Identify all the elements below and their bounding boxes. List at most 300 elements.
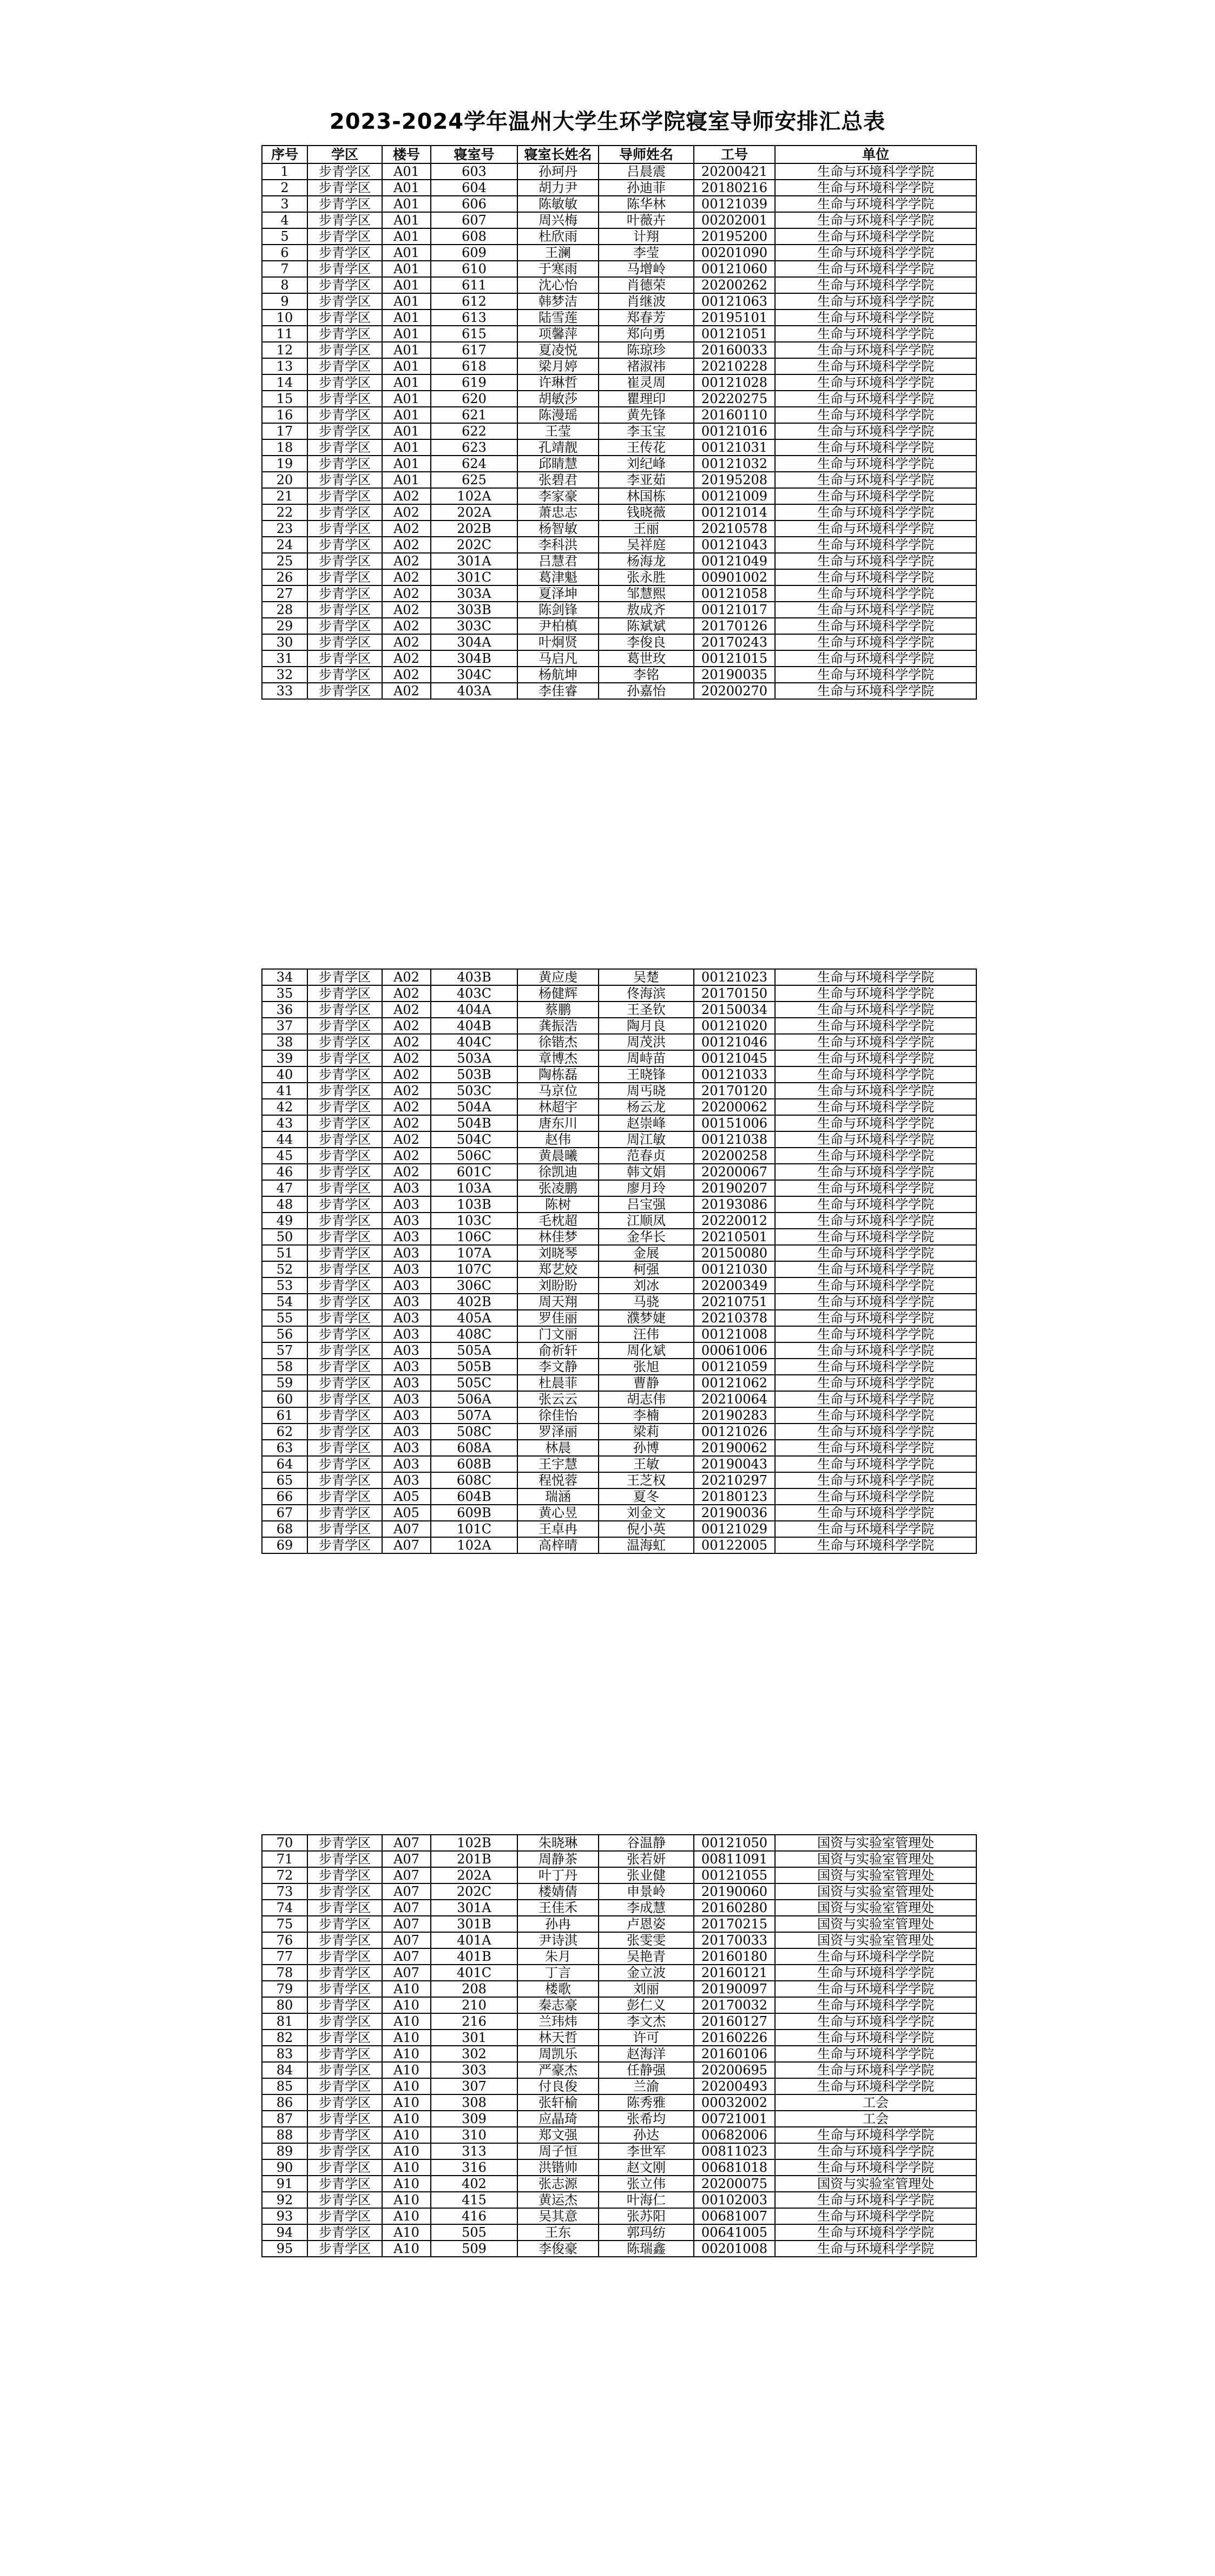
cell-index: 8 — [262, 277, 307, 293]
cell-staff-id: 00121043 — [694, 537, 775, 553]
cell-building: A01 — [382, 245, 431, 261]
cell-unit: 生命与环境科学学院 — [775, 2078, 976, 2094]
cell-index: 33 — [262, 683, 307, 699]
table-row — [262, 2208, 976, 2224]
cell-building: A02 — [382, 683, 431, 699]
cell-tutor: 谷温静 — [599, 1835, 694, 1851]
cell-tutor: 倪小英 — [599, 1521, 694, 1537]
cell-tutor: 濮梦婕 — [599, 1310, 694, 1326]
cell-index: 6 — [262, 245, 307, 261]
table-row — [262, 472, 976, 488]
cell-tutor: 卢恩姿 — [599, 1916, 694, 1932]
cell-campus: 步青学区 — [307, 569, 382, 585]
cell-building: A10 — [382, 2094, 431, 2111]
cell-index: 48 — [262, 1196, 307, 1213]
cell-tutor: 孙迪菲 — [599, 180, 694, 196]
cell-staff-id: 20190062 — [694, 1440, 775, 1456]
cell-room-leader: 楼歌 — [517, 1981, 599, 1997]
cell-room: 608B — [431, 1456, 517, 1472]
cell-room: 316 — [431, 2159, 517, 2176]
cell-room: 608 — [431, 228, 517, 245]
cell-tutor: 王丽 — [599, 521, 694, 537]
cell-campus: 步青学区 — [307, 667, 382, 683]
cell-room: 310 — [431, 2127, 517, 2143]
cell-room: 301B — [431, 1916, 517, 1932]
cell-unit: 生命与环境科学学院 — [775, 1981, 976, 1997]
cell-building: A10 — [382, 2062, 431, 2078]
cell-staff-id: 20160106 — [694, 2046, 775, 2062]
cell-tutor: 陈瑞鑫 — [599, 2241, 694, 2257]
cell-building: A07 — [382, 1835, 431, 1851]
cell-building: A03 — [382, 1294, 431, 1310]
table-row — [262, 1180, 976, 1196]
cell-index: 44 — [262, 1131, 307, 1148]
cell-staff-id: 00121039 — [694, 196, 775, 212]
cell-building: A07 — [382, 1900, 431, 1916]
cell-index: 41 — [262, 1083, 307, 1099]
cell-room: 301A — [431, 553, 517, 569]
cell-campus: 步青学区 — [307, 1521, 382, 1537]
cell-room-leader: 王佳禾 — [517, 1900, 599, 1916]
cell-index: 4 — [262, 212, 307, 228]
cell-campus: 步青学区 — [307, 2078, 382, 2094]
cell-room: 302 — [431, 2046, 517, 2062]
cell-unit: 生命与环境科学学院 — [775, 1148, 976, 1164]
cell-tutor: 吕宝强 — [599, 1196, 694, 1213]
cell-campus: 步青学区 — [307, 1196, 382, 1213]
cell-tutor: 李亚茹 — [599, 472, 694, 488]
cell-room: 611 — [431, 277, 517, 293]
cell-room-leader: 吕慧君 — [517, 553, 599, 569]
cell-room-leader: 黄晨曦 — [517, 1148, 599, 1164]
cell-tutor: 张若妍 — [599, 1851, 694, 1867]
cell-room-leader: 刘盼盼 — [517, 1277, 599, 1294]
cell-staff-id: 00121030 — [694, 1261, 775, 1277]
cell-campus: 步青学区 — [307, 2224, 382, 2241]
cell-campus: 步青学区 — [307, 2208, 382, 2224]
cell-tutor: 褚淑祎 — [599, 358, 694, 374]
cell-room: 608C — [431, 1472, 517, 1488]
cell-campus: 步青学区 — [307, 1440, 382, 1456]
cell-unit: 生命与环境科学学院 — [775, 1180, 976, 1196]
cell-index: 93 — [262, 2208, 307, 2224]
cell-index: 17 — [262, 423, 307, 439]
table-row — [262, 1472, 976, 1488]
cell-campus: 步青学区 — [307, 1261, 382, 1277]
cell-unit: 生命与环境科学学院 — [775, 1359, 976, 1375]
cell-campus: 步青学区 — [307, 618, 382, 634]
cell-staff-id: 20180216 — [694, 180, 775, 196]
cell-campus: 步青学区 — [307, 2094, 382, 2111]
cell-staff-id: 00121031 — [694, 439, 775, 456]
cell-staff-id: 20210751 — [694, 1294, 775, 1310]
cell-index: 66 — [262, 1488, 307, 1505]
cell-campus: 步青学区 — [307, 1066, 382, 1083]
cell-tutor: 范春贞 — [599, 1148, 694, 1164]
cell-staff-id: 00061006 — [694, 1342, 775, 1359]
cell-room: 606 — [431, 196, 517, 212]
cell-room-leader: 林天哲 — [517, 2030, 599, 2046]
cell-index: 36 — [262, 1002, 307, 1018]
table-row — [262, 1213, 976, 1229]
cell-building: A10 — [382, 2192, 431, 2208]
cell-tutor: 李莹 — [599, 245, 694, 261]
cell-room-leader: 程悦蓉 — [517, 1472, 599, 1488]
cell-room-leader: 王澜 — [517, 245, 599, 261]
cell-campus: 步青学区 — [307, 309, 382, 326]
cell-room-leader: 孙珂丹 — [517, 163, 599, 180]
cell-unit: 生命与环境科学学院 — [775, 407, 976, 423]
cell-campus: 步青学区 — [307, 1148, 382, 1164]
cell-room-leader: 王莹 — [517, 423, 599, 439]
cell-staff-id: 20193086 — [694, 1196, 775, 1213]
cell-room-leader: 韩梦洁 — [517, 293, 599, 309]
cell-room-leader: 杜欣雨 — [517, 228, 599, 245]
table-row — [262, 1083, 976, 1099]
cell-index: 45 — [262, 1148, 307, 1164]
cell-building: A07 — [382, 1965, 431, 1981]
cell-room: 506A — [431, 1391, 517, 1407]
cell-room: 408C — [431, 1326, 517, 1342]
cell-building: A03 — [382, 1391, 431, 1407]
cell-unit: 生命与环境科学学院 — [775, 537, 976, 553]
cell-tutor: 任静强 — [599, 2062, 694, 2078]
header-room-leader: 寝室长姓名 — [517, 146, 599, 163]
cell-unit: 生命与环境科学学院 — [775, 1537, 976, 1553]
cell-index: 89 — [262, 2143, 307, 2159]
cell-index: 91 — [262, 2176, 307, 2192]
table-row — [262, 2062, 976, 2078]
page-title: 2023-2024学年温州大学生环学院寝室导师安排汇总表 — [329, 109, 886, 134]
cell-index: 28 — [262, 602, 307, 618]
cell-room: 106C — [431, 1229, 517, 1245]
cell-staff-id: 00032002 — [694, 2094, 775, 2111]
cell-room: 107A — [431, 1245, 517, 1261]
cell-unit: 生命与环境科学学院 — [775, 472, 976, 488]
table-row — [262, 1488, 976, 1505]
cell-room: 617 — [431, 342, 517, 358]
cell-staff-id: 00201090 — [694, 245, 775, 261]
cell-room-leader: 陆雪莲 — [517, 309, 599, 326]
cell-tutor: 吴祥庭 — [599, 537, 694, 553]
cell-index: 30 — [262, 634, 307, 650]
cell-campus: 步青学区 — [307, 969, 382, 985]
cell-room-leader: 张志源 — [517, 2176, 599, 2192]
cell-tutor: 肖德荣 — [599, 277, 694, 293]
cell-campus: 步青学区 — [307, 1310, 382, 1326]
cell-room: 202C — [431, 1883, 517, 1900]
cell-campus: 步青学区 — [307, 504, 382, 521]
cell-index: 38 — [262, 1034, 307, 1050]
cell-room: 402 — [431, 2176, 517, 2192]
cell-building: A07 — [382, 1883, 431, 1900]
cell-index: 78 — [262, 1965, 307, 1981]
header-campus: 学区 — [307, 146, 382, 163]
cell-building: A02 — [382, 1050, 431, 1066]
cell-building: A02 — [382, 1148, 431, 1164]
cell-index: 49 — [262, 1213, 307, 1229]
cell-campus: 步青学区 — [307, 163, 382, 180]
cell-building: A01 — [382, 326, 431, 342]
table-row — [262, 1294, 976, 1310]
cell-room: 208 — [431, 1981, 517, 1997]
cell-building: A10 — [382, 1981, 431, 1997]
cell-building: A10 — [382, 2013, 431, 2030]
cell-room: 505B — [431, 1359, 517, 1375]
cell-room-leader: 叶炯贤 — [517, 634, 599, 650]
cell-staff-id: 20210578 — [694, 521, 775, 537]
cell-building: A01 — [382, 180, 431, 196]
table-row — [262, 326, 976, 342]
cell-unit: 国资与实验室管理处 — [775, 2176, 976, 2192]
cell-campus: 步青学区 — [307, 2241, 382, 2257]
cell-campus: 步青学区 — [307, 1213, 382, 1229]
table-row — [262, 277, 976, 293]
cell-tutor: 刘金文 — [599, 1505, 694, 1521]
table-row — [262, 2013, 976, 2030]
cell-index: 42 — [262, 1099, 307, 1115]
cell-building: A02 — [382, 618, 431, 634]
cell-building: A02 — [382, 521, 431, 537]
cell-tutor: 肖继波 — [599, 293, 694, 309]
table-row — [262, 1948, 976, 1965]
cell-building: A03 — [382, 1342, 431, 1359]
cell-unit: 生命与环境科学学院 — [775, 196, 976, 212]
cell-room-leader: 林超宇 — [517, 1099, 599, 1115]
cell-unit: 国资与实验室管理处 — [775, 1916, 976, 1932]
table-row — [262, 309, 976, 326]
cell-room-leader: 尹柏槙 — [517, 618, 599, 634]
cell-unit: 生命与环境科学学院 — [775, 1407, 976, 1424]
cell-campus: 步青学区 — [307, 1002, 382, 1018]
cell-unit: 生命与环境科学学院 — [775, 1456, 976, 1472]
cell-tutor: 马骁 — [599, 1294, 694, 1310]
cell-room: 405A — [431, 1310, 517, 1326]
cell-room-leader: 葛津魁 — [517, 569, 599, 585]
cell-room-leader: 郑文强 — [517, 2127, 599, 2143]
cell-room-leader: 应晶琦 — [517, 2111, 599, 2127]
table-row — [262, 1835, 976, 1851]
cell-room-leader: 徐凯迪 — [517, 1164, 599, 1180]
cell-staff-id: 00811091 — [694, 1851, 775, 1867]
cell-index: 67 — [262, 1505, 307, 1521]
cell-tutor: 马增岭 — [599, 261, 694, 277]
cell-building: A07 — [382, 1916, 431, 1932]
cell-building: A07 — [382, 1537, 431, 1553]
cell-building: A10 — [382, 2111, 431, 2127]
cell-building: A02 — [382, 1115, 431, 1131]
cell-index: 59 — [262, 1375, 307, 1391]
cell-room-leader: 马启凡 — [517, 650, 599, 667]
cell-tutor: 张旭 — [599, 1359, 694, 1375]
cell-tutor: 金立波 — [599, 1965, 694, 1981]
cell-room-leader: 许琳哲 — [517, 374, 599, 391]
cell-index: 37 — [262, 1018, 307, 1034]
cell-campus: 步青学区 — [307, 196, 382, 212]
cell-tutor: 孙博 — [599, 1440, 694, 1456]
cell-room-leader: 章博杰 — [517, 1050, 599, 1066]
cell-room-leader: 瑞涵 — [517, 1488, 599, 1505]
cell-room-leader: 杨健辉 — [517, 985, 599, 1002]
table-row — [262, 634, 976, 650]
cell-unit: 生命与环境科学学院 — [775, 326, 976, 342]
cell-tutor: 王芝权 — [599, 1472, 694, 1488]
cell-campus: 步青学区 — [307, 1456, 382, 1472]
cell-unit: 生命与环境科学学院 — [775, 423, 976, 439]
cell-tutor: 张永胜 — [599, 569, 694, 585]
cell-tutor: 李俊良 — [599, 634, 694, 650]
cell-tutor: 杨海龙 — [599, 553, 694, 569]
cell-staff-id: 20210228 — [694, 358, 775, 374]
cell-campus: 步青学区 — [307, 1115, 382, 1131]
cell-index: 55 — [262, 1310, 307, 1326]
cell-room-leader: 徐锴杰 — [517, 1034, 599, 1050]
cell-staff-id: 20200349 — [694, 1277, 775, 1294]
cell-staff-id: 20160280 — [694, 1900, 775, 1916]
cell-room: 307 — [431, 2078, 517, 2094]
cell-building: A02 — [382, 1034, 431, 1050]
cell-room: 609 — [431, 245, 517, 261]
cell-unit: 生命与环境科学学院 — [775, 1131, 976, 1148]
cell-staff-id: 20190060 — [694, 1883, 775, 1900]
cell-staff-id: 00121051 — [694, 326, 775, 342]
table-row — [262, 1521, 976, 1537]
cell-campus: 步青学区 — [307, 374, 382, 391]
cell-campus: 步青学区 — [307, 585, 382, 602]
cell-tutor: 叶薇卉 — [599, 212, 694, 228]
cell-staff-id: 00681018 — [694, 2159, 775, 2176]
cell-tutor: 周江敏 — [599, 1131, 694, 1148]
cell-tutor: 曹静 — [599, 1375, 694, 1391]
table-row — [262, 1342, 976, 1359]
cell-tutor: 叶海仁 — [599, 2192, 694, 2208]
cell-staff-id: 00121028 — [694, 374, 775, 391]
cell-index: 90 — [262, 2159, 307, 2176]
cell-unit: 生命与环境科学学院 — [775, 456, 976, 472]
cell-staff-id: 20170215 — [694, 1916, 775, 1932]
cell-unit: 生命与环境科学学院 — [775, 1066, 976, 1083]
cell-room-leader: 孔靖靓 — [517, 439, 599, 456]
table-row — [262, 683, 976, 699]
cell-staff-id: 20190036 — [694, 1505, 775, 1521]
cell-building: A01 — [382, 212, 431, 228]
cell-room: 102A — [431, 1537, 517, 1553]
cell-room: 202B — [431, 521, 517, 537]
cell-building: A03 — [382, 1375, 431, 1391]
cell-index: 26 — [262, 569, 307, 585]
cell-tutor: 李铭 — [599, 667, 694, 683]
table-row — [262, 537, 976, 553]
cell-room-leader: 蔡鹏 — [517, 1002, 599, 1018]
cell-building: A03 — [382, 1456, 431, 1472]
cell-room: 608A — [431, 1440, 517, 1456]
cell-tutor: 敖成齐 — [599, 602, 694, 618]
cell-campus: 步青学区 — [307, 521, 382, 537]
table-row — [262, 2176, 976, 2192]
cell-staff-id: 20150080 — [694, 1245, 775, 1261]
cell-room-leader: 罗泽丽 — [517, 1424, 599, 1440]
cell-building: A10 — [382, 2208, 431, 2224]
cell-building: A01 — [382, 358, 431, 374]
cell-tutor: 李文杰 — [599, 2013, 694, 2030]
cell-room: 403B — [431, 969, 517, 985]
table-row — [262, 618, 976, 634]
table-row — [262, 2159, 976, 2176]
cell-room: 403A — [431, 683, 517, 699]
cell-tutor: 佟海滨 — [599, 985, 694, 1002]
cell-room-leader: 林晨 — [517, 1440, 599, 1456]
cell-campus: 步青学区 — [307, 1131, 382, 1148]
cell-index: 83 — [262, 2046, 307, 2062]
cell-campus: 步青学区 — [307, 293, 382, 309]
cell-room: 618 — [431, 358, 517, 374]
table-row — [262, 1148, 976, 1164]
cell-building: A01 — [382, 309, 431, 326]
cell-campus: 步青学区 — [307, 553, 382, 569]
cell-room: 404C — [431, 1034, 517, 1050]
cell-room: 415 — [431, 2192, 517, 2208]
cell-room: 505A — [431, 1342, 517, 1359]
cell-room: 503A — [431, 1050, 517, 1066]
cell-room: 601C — [431, 1164, 517, 1180]
cell-room-leader: 黄心昱 — [517, 1505, 599, 1521]
cell-index: 19 — [262, 456, 307, 472]
cell-unit: 生命与环境科学学院 — [775, 2030, 976, 2046]
cell-unit: 生命与环境科学学院 — [775, 1424, 976, 1440]
cell-staff-id: 20170150 — [694, 985, 775, 1002]
table-row — [262, 1932, 976, 1948]
cell-room: 107C — [431, 1261, 517, 1277]
cell-building: A10 — [382, 2046, 431, 2062]
table-row — [262, 1326, 976, 1342]
table-row — [262, 2143, 976, 2159]
cell-campus: 步青学区 — [307, 1900, 382, 1916]
cell-building: A03 — [382, 1424, 431, 1440]
cell-room-leader: 夏泽坤 — [517, 585, 599, 602]
table-row — [262, 667, 976, 683]
cell-room: 503C — [431, 1083, 517, 1099]
cell-building: A01 — [382, 374, 431, 391]
table-row — [262, 1424, 976, 1440]
cell-staff-id: 20170126 — [694, 618, 775, 634]
cell-tutor: 林国栋 — [599, 488, 694, 504]
cell-building: A03 — [382, 1440, 431, 1456]
cell-index: 70 — [262, 1835, 307, 1851]
cell-unit: 生命与环境科学学院 — [775, 1245, 976, 1261]
cell-campus: 步青学区 — [307, 1099, 382, 1115]
cell-unit: 国资与实验室管理处 — [775, 1883, 976, 1900]
cell-room: 102B — [431, 1835, 517, 1851]
cell-index: 56 — [262, 1326, 307, 1342]
cell-unit: 国资与实验室管理处 — [775, 1932, 976, 1948]
table-row — [262, 569, 976, 585]
cell-room-leader: 秦志豪 — [517, 1997, 599, 2013]
cell-room: 607 — [431, 212, 517, 228]
cell-room: 621 — [431, 407, 517, 423]
cell-room-leader: 周子恒 — [517, 2143, 599, 2159]
cell-room: 404B — [431, 1018, 517, 1034]
cell-tutor: 周化斌 — [599, 1342, 694, 1359]
cell-unit: 生命与环境科学学院 — [775, 163, 976, 180]
cell-room: 508C — [431, 1424, 517, 1440]
table-row — [262, 1965, 976, 1981]
cell-room-leader: 李科洪 — [517, 537, 599, 553]
cell-room: 202A — [431, 504, 517, 521]
cell-staff-id: 00121060 — [694, 261, 775, 277]
cell-building: A02 — [382, 585, 431, 602]
table-row — [262, 1261, 976, 1277]
cell-building: A10 — [382, 2127, 431, 2143]
